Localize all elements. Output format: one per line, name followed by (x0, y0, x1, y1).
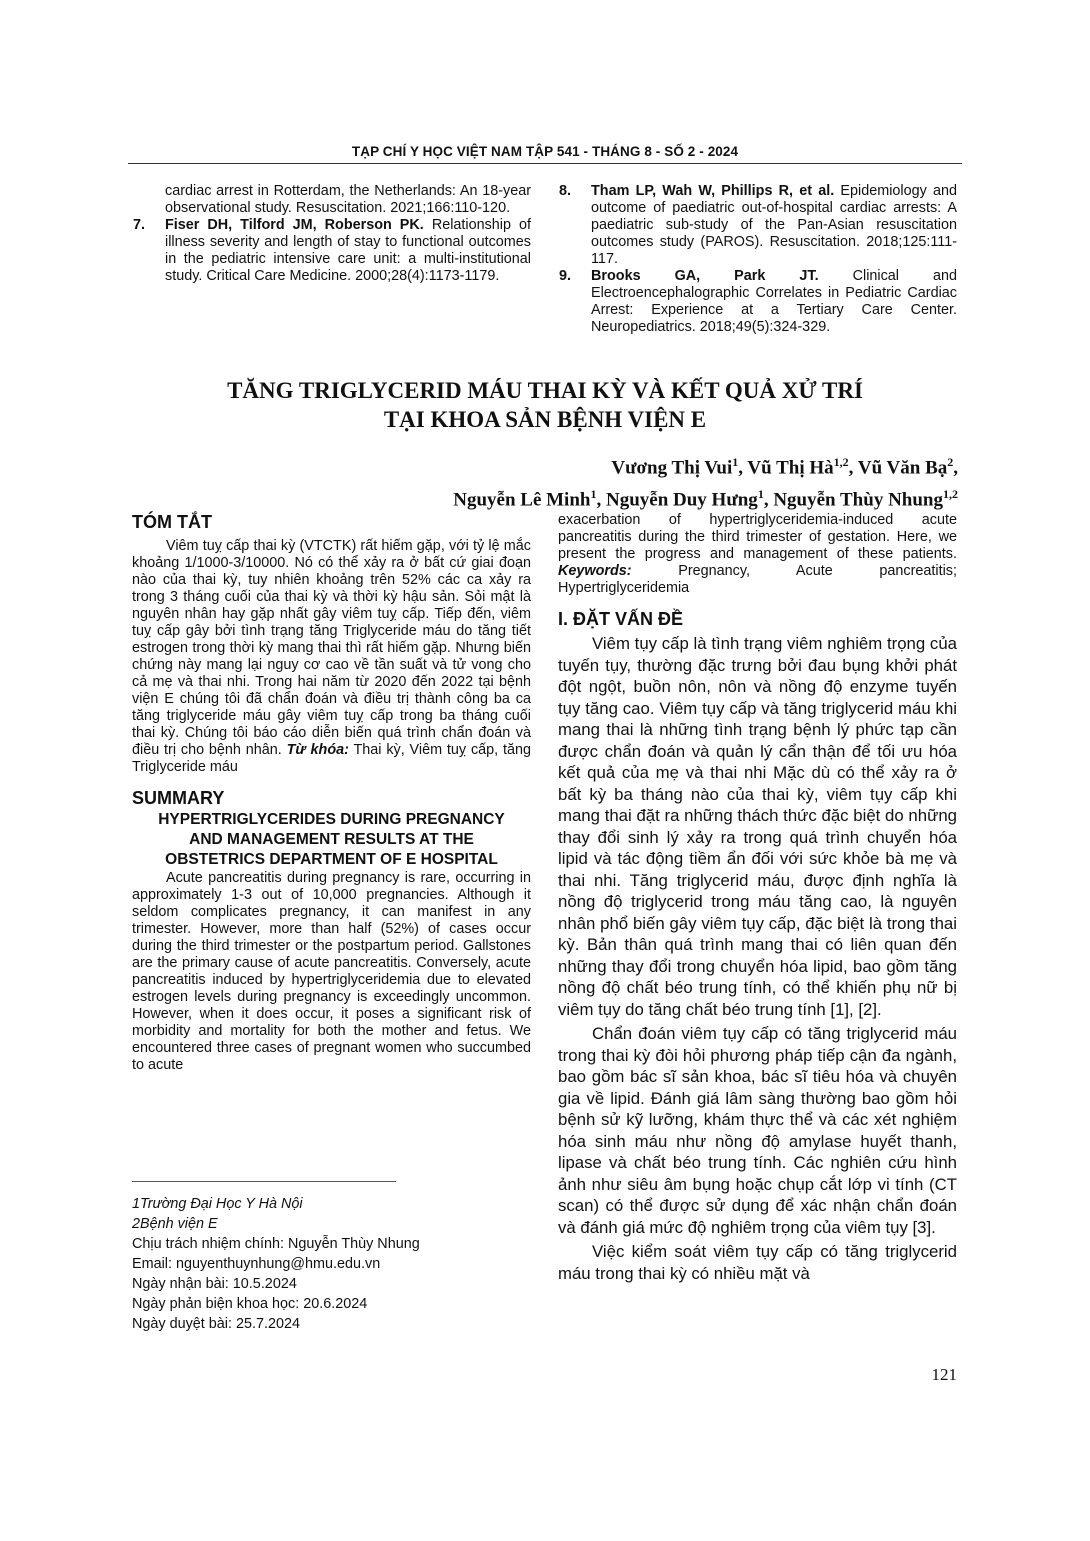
tom-tat-heading: TÓM TẮT (132, 512, 212, 532)
date-reviewed: Ngày phản biện khoa học: 20.6.2024 (132, 1296, 368, 1312)
date-approved: Ngày duyệt bài: 25.7.2024 (132, 1316, 301, 1332)
author-affiliation: 1 (757, 487, 764, 502)
summary-heading: SUMMARY (132, 788, 225, 808)
author-name: Nguyễn Duy Hưng (605, 489, 758, 511)
article-title (0, 376, 1090, 434)
tom-tat-keywords: Thai kỳ, Viêm tuỵ cấp, tăng Triglyceride máu (132, 742, 531, 775)
authors-line1 (198, 449, 958, 481)
article-title-line2: TẠI KHOA SẢN BỆNH VIỆN E (383, 407, 707, 432)
author-affiliation: 2 (947, 455, 954, 469)
author-separator: , (738, 457, 748, 479)
reference-authors: Tham LP, Wah W, Phillips R, et al. (591, 183, 835, 199)
summary-text: Acute pancreatitis during pregnancy is rare, occurring in approximately 1-3 out of 10,000 pregnancies. Although it seldom complicates pregnancy, it can manifest in any trimester. However, more than half (52%) of cases occur during the third trimester or the postpartum period. Gallstones are the primary cause of acute pancreatitis. Conversely, acute pancreatitis induced by hypertriglyceridemia due to elevated estrogen levels during pregnancy is exceedingly uncommon. However, when it does occur, it poses a significant risk of morbidity and mortality for both the mother and fetus. We encountered three cases of pregnant women who succumbed to acute (132, 870, 531, 1073)
right-column (558, 512, 957, 1284)
reference-7 (133, 217, 532, 285)
reference-text: Clinical and Electroencephalographic Correlates in Pediatric Cardiac Arrest: Experience at a Tertiary Care Center. Neuropediatrics. 2018;49(5):324-329. (591, 268, 958, 335)
references-left (133, 183, 532, 285)
reference-text: Relationship of illness severity and length of stay to functional outcomes in the pediatric intensive care unit: a multi-institutional study. Critical Care Medicine. 2000;28(4):1173-1179. (165, 217, 532, 284)
footnote-rule (132, 1181, 396, 1182)
reference-9 (559, 268, 958, 336)
journal-header: TẠP CHÍ Y HỌC VIỆT NAM TẬP 541 - THÁNG 8 - SỐ 2 - 2024 (351, 144, 739, 159)
tom-tat-body (132, 538, 531, 776)
reference-6-cont (165, 183, 531, 217)
section-1-heading: I. ĐẶT VẤN ĐỀ (558, 609, 684, 629)
author-name: Vũ Thị Hà (747, 457, 834, 479)
article-title-line1: TĂNG TRIGLYCERID MÁU THAI KỲ VÀ KẾT QUẢ XỬ TRÍ (227, 378, 863, 403)
author-affiliation: 1,2 (943, 487, 958, 502)
author-separator: , (596, 489, 606, 511)
reference-authors: Fiser DH, Tilford JM, Roberson PK. (165, 217, 424, 233)
page-number: 121 (931, 1365, 957, 1384)
affiliation-1: 1Trường Đại Học Y Hà Nội (132, 1196, 303, 1212)
reference-authors: Brooks GA, Park JT. (591, 268, 819, 284)
author-separator: , (763, 489, 774, 511)
reference-number: 7. (133, 217, 146, 233)
email: Email: nguyenthuynhung@hmu.edu.vn (132, 1256, 381, 1272)
paragraph-1: Viêm tụy cấp là tình trạng viêm nghiêm trọng của tuyến tụy, thường đặc trưng bởi đau bụng khởi phát đột ngột, buồn nôn, nôn và nồng độ enzyme tuyến tụy tăng cao. Viêm tụy cấp và tăng triglycerid máu khi mang thai là những tình trạng bệnh lý phức tạp cần được chẩn đoán và quản lý cẩn thận để tối ưu hóa kết quả của mẹ và thai nhi Mặc dù có thể xảy ra ở bất kỳ ba tháng nào của thai kỳ, viêm tụy cấp khi mang thai đặt ra những thách thức đặc biệt do những thay đổi sinh lý xảy ra trong quá trình chuyển hóa lipid và tác động tiềm ẩn đối với sức khỏe bà mẹ và thai nhi. Tăng triglycerid máu, được định nghĩa là nồng độ triglycerid trong máu tăng cao, là nguyên nhân phổ biến gây viêm tụy cấp, đặc biệt là trong thai kỳ. Bản thân quá trình mang thai có liên quan đến những thay đổi trong chuyển hóa lipid, bao gồm tăng nồng độ chất béo trung tính, có thể khiến phụ nữ bị viêm tụy do tăng chất béo trung tính [1], [2]. (558, 634, 957, 1019)
footnotes (132, 1194, 420, 1334)
tom-tat-keywords-label: Từ khóa: (286, 742, 349, 758)
authors-line2 (198, 481, 958, 513)
summary-keywords-label: Keywords: (558, 563, 632, 579)
author-name: Nguyễn Lê Minh (453, 489, 591, 511)
paragraph-3: Việc kiểm soát viêm tụy cấp có tăng triglycerid máu trong thai kỳ có nhiều mặt và (558, 1242, 957, 1283)
authors (198, 449, 958, 514)
author-affiliation: 1,2 (833, 455, 849, 469)
author-separator: , (848, 457, 858, 479)
summary-keywords: Pregnancy, Acute pancreatitis; Hypertriglyceridemia (558, 563, 957, 596)
tom-tat-text: Viêm tuỵ cấp thai kỳ (VTCTK) rất hiếm gặp, với tỷ lệ mắc khoảng 1/1000-3/10000. Nó có thể xảy ra ở bất cứ giai đoạn nào của thai kỳ, tuy nhiên khoảng trên 52% các ca xảy ra trong 3 tháng cuối của thai kỳ và thời kỳ hậu sản. Sỏi mật là nguyên nhân hay gặp nhất gây viêm tuỵ cấp. Tiếp đến, viêm tuỵ cấp gây bởi tình trạng tăng Triglyceride máu do tăng tiết estrogen trong thời kỳ mang thai thì rất hiếm gặp. Nhưng biến chứng này mang lại nguy cơ cao về tần suất và tử vong cho cả mẹ và thai nhi. Trong hai năm từ 2020 đến 2022 tại bệnh viện E chúng tôi đã chẩn đoán và điều trị thành công ba ca tăng triglyceride máu gây viêm tuỵ cấp trong ba tháng cuối thai kỳ. Chúng tôi báo cáo diễn biến quá trình chẩn đoán và điều trị cho bệnh nhân. (132, 538, 531, 758)
left-column (132, 512, 531, 1074)
reference-text: cardiac arrest in Rotterdam, the Netherlands: An 18-year observational study. Resuscitation. 2021;166:110-120. (165, 183, 531, 216)
paragraph-2: Chẩn đoán viêm tụy cấp có tăng triglycerid máu trong thai kỳ đòi hỏi phương pháp tiếp cận đa ngành, bao gồm bác sĩ sản khoa, bác sĩ tiêu hóa và chuyên gia về lipid. Đánh giá lâm sàng thường bao gồm hỏi bệnh sử kỹ lưỡng, khám thực thể và các xét nghiệm hóa sinh máu như nồng độ amylase huyết thanh, lipase và chất béo trung tính. Các nghiên cứu hình ảnh như siêu âm bụng hoặc chụp cắt lớp vi tính (CT scan) có thể được sử dụng để xác nhận chẩn đoán và đánh giá mức độ nghiêm trọng của viêm tụy [3]. (558, 1024, 957, 1237)
summary-text-continued: exacerbation of hypertriglyceridemia-induced acute pancreatitis during the third trimester of gestation. Here, we present the progress and management of these patients. (558, 512, 957, 562)
author-affiliation: 1 (732, 455, 739, 469)
summary-title: HYPERTRIGLYCERIDES DURING PREGNANCY AND MANAGEMENT RESULTS AT THE OBSTETRICS DEPARTMENT OF E HOSPITAL (158, 811, 505, 868)
references-right (559, 183, 958, 336)
summary-continued (558, 512, 957, 597)
author-affiliation: 1 (590, 487, 597, 502)
responsible-author: Chịu trách nhiệm chính: Nguyễn Thùy Nhung (132, 1236, 420, 1252)
author-name: Vũ Văn Bạ (857, 457, 948, 479)
affiliation-2: 2Bệnh viện E (132, 1216, 218, 1232)
reference-text: Epidemiology and outcome of paediatric out-of-hospital cardiac arrests: A paediatric sub-study of the Pan-Asian resuscitation outcomes study (PAROS). Resuscitation. 2018;125:111-117. (591, 183, 957, 267)
author-separator: , (953, 457, 958, 479)
reference-8 (559, 183, 957, 268)
author-name: Nguyễn Thùy Nhung (773, 489, 943, 511)
author-name: Vương Thị Vui (611, 457, 733, 479)
reference-number: 9. (559, 268, 572, 284)
reference-number: 8. (559, 183, 572, 199)
section-1-body (558, 633, 957, 1284)
header-rule (128, 163, 962, 164)
date-received: Ngày nhận bài: 10.5.2024 (132, 1276, 297, 1292)
